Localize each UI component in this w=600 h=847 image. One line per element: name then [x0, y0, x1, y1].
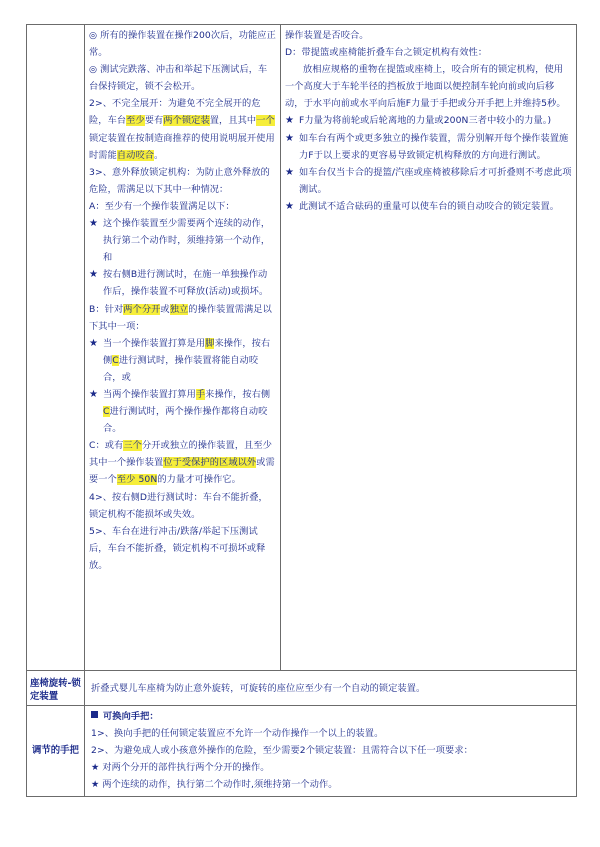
star-bullet-icon: ★ [285, 132, 295, 144]
table-row [27, 671, 577, 706]
highlight: 自动咬合 [116, 149, 155, 161]
highlight: 三个 [123, 440, 142, 452]
list-item: ★ 这个操作装置至少需要两个连续的动作，执行第二个动作时，须维持第一个动作，和 [89, 215, 276, 266]
text-line: ★ 对两个分开的部件执行两个分开的操作。 [91, 762, 270, 774]
highlight: 两个锁定装 [163, 115, 210, 127]
row-content: 折叠式婴儿车座椅为防止意外旋转，可旋转的座位应至少有一个自动的锁定装置。 [91, 683, 426, 694]
highlight: 脚 [205, 337, 215, 349]
text-line: B：针对两个分开或独立的操作装置需满足以下其中一项： [89, 303, 272, 332]
highlight: 手 [195, 388, 206, 400]
text-line: A：至少有一个操作装置满足以下： [89, 200, 235, 212]
star-bullet-icon: ★ [89, 337, 99, 349]
list-item: ★ F力量为将前轮或后轮离地的力量或200N三者中较小的力量。) [285, 112, 572, 129]
highlight: 两个分开 [123, 303, 161, 315]
text-line: 2>、不完全展开：为避免不完全展开的危险，车台 [89, 98, 261, 127]
requirements-cell [85, 25, 281, 671]
section-heading: 可换向手把： [91, 708, 570, 725]
content-cell [85, 706, 577, 797]
list-item: ★ 当一个操作装置打算是用脚来操作，按右侧C进行测试时，操作装置将能自动咬合，或 [89, 335, 276, 386]
highlight: 一个 [256, 115, 275, 127]
highlight: 位于受保护的区域以外 [163, 457, 257, 469]
highlight: C [103, 406, 110, 418]
star-bullet-icon: ★ [89, 269, 99, 281]
spec-table [26, 24, 577, 797]
text-line: ◎ 所有的操作装置在操作200次后，功能应正常。 [89, 30, 276, 59]
list-item: ★ 当两个操作装置打算用手来操作，按右侧C进行测试时，两个操作操作都将自动咬合。 [89, 386, 276, 437]
text-line: 4>、按右侧D进行测试时：车台不能折叠，锁定机构不能损坏或失效。 [89, 491, 268, 520]
blank-label-cell [27, 25, 85, 671]
list-item: ★ 按右侧B进行测试时，在施一单独操作动作后，操作装置不可释放(活动)或损坏。 [89, 266, 276, 300]
text-line: 2>、为避免成人或小孩意外操作的危险，至少需要2个锁定装置：且需符合以下任一项要求： [91, 745, 473, 757]
content-cell [85, 671, 577, 706]
text-line: ★ 两个连续的动作，执行第二个动作时,须维持第一个动作。 [91, 779, 338, 791]
star-bullet-icon: ★ [285, 166, 295, 178]
text-line: 1>、换向手把的任何锁定装置应不允许一个动作操作一个以上的装置。 [91, 728, 384, 740]
row-label: 座椅旋转-锁定装置 [30, 678, 81, 702]
text-line: 5>、车台在进行冲击/跌落/举起下压测试后，车台不能折叠，锁定机构不可损坏或释放。 [89, 525, 266, 571]
highlight: 至少 50N [116, 474, 158, 486]
text-line: 放相应规格的重物在提篮或座椅上，咬合所有的锁定机构，使用一个高度大于车轮半径的挡板放于地面以便控制车轮向前或向后移动，于水平向前或水平向后施F力量于手把或分开手把上并维持5秒。 [285, 64, 566, 110]
row-label: 调节的手把 [32, 745, 79, 756]
list-item: ★ 如车台有两个或更多独立的操作装置，需分别解开每个操作装置施力F于以上要求的更容易导致锁定机构释放的方向进行测试。 [285, 130, 572, 164]
star-bullet-icon: ★ [285, 200, 295, 212]
star-bullet-icon: ★ [89, 388, 99, 400]
star-bullet-icon: ★ [89, 218, 99, 230]
list-item: ★ 如车台仅当卡合的提篮/汽座或座椅被移除后才可折叠则不考虑此项测试。 [285, 164, 572, 198]
row-label-cell [27, 671, 85, 706]
square-bullet-icon [91, 711, 98, 718]
highlight: C [112, 354, 119, 366]
table-row [27, 706, 577, 797]
highlight: 至少 [126, 115, 145, 127]
text-line: 2>、不完全展开：为避免不完全展开的危险，车台至少要有两个锁定装置，且其中一个锁定装置在按制造商推荐的使用说明展开使用时需能自动咬合。 [89, 98, 275, 161]
list-item: ★ 此测试不适合砝码的重量可以使车台的锁自动咬合的锁定装置。 [285, 198, 572, 215]
text-line: 3>、意外释放锁定机构：为防止意外释放的危险，需满足以下其中一种情况： [89, 166, 270, 195]
text-line: C：或有三个分开或独立的操作装置，且至少其中一个操作装置位于受保护的区域以外或需要一个至少 50N的力量才可操作它。 [89, 440, 275, 486]
test-method-cell [281, 25, 577, 671]
star-bullet-icon: ★ [285, 115, 295, 127]
row-label-cell [27, 706, 85, 797]
text-line: 操作装置是否咬合。 [285, 30, 369, 41]
highlight: 独立 [169, 303, 189, 315]
text-line: D：带提篮或座椅能折叠车台之锁定机构有效性： [285, 47, 488, 59]
table-row [27, 25, 577, 671]
text-line: ◎ 测试完跌落、冲击和举起下压测试后，车台保持锁定，锁不会松开。 [89, 64, 268, 93]
